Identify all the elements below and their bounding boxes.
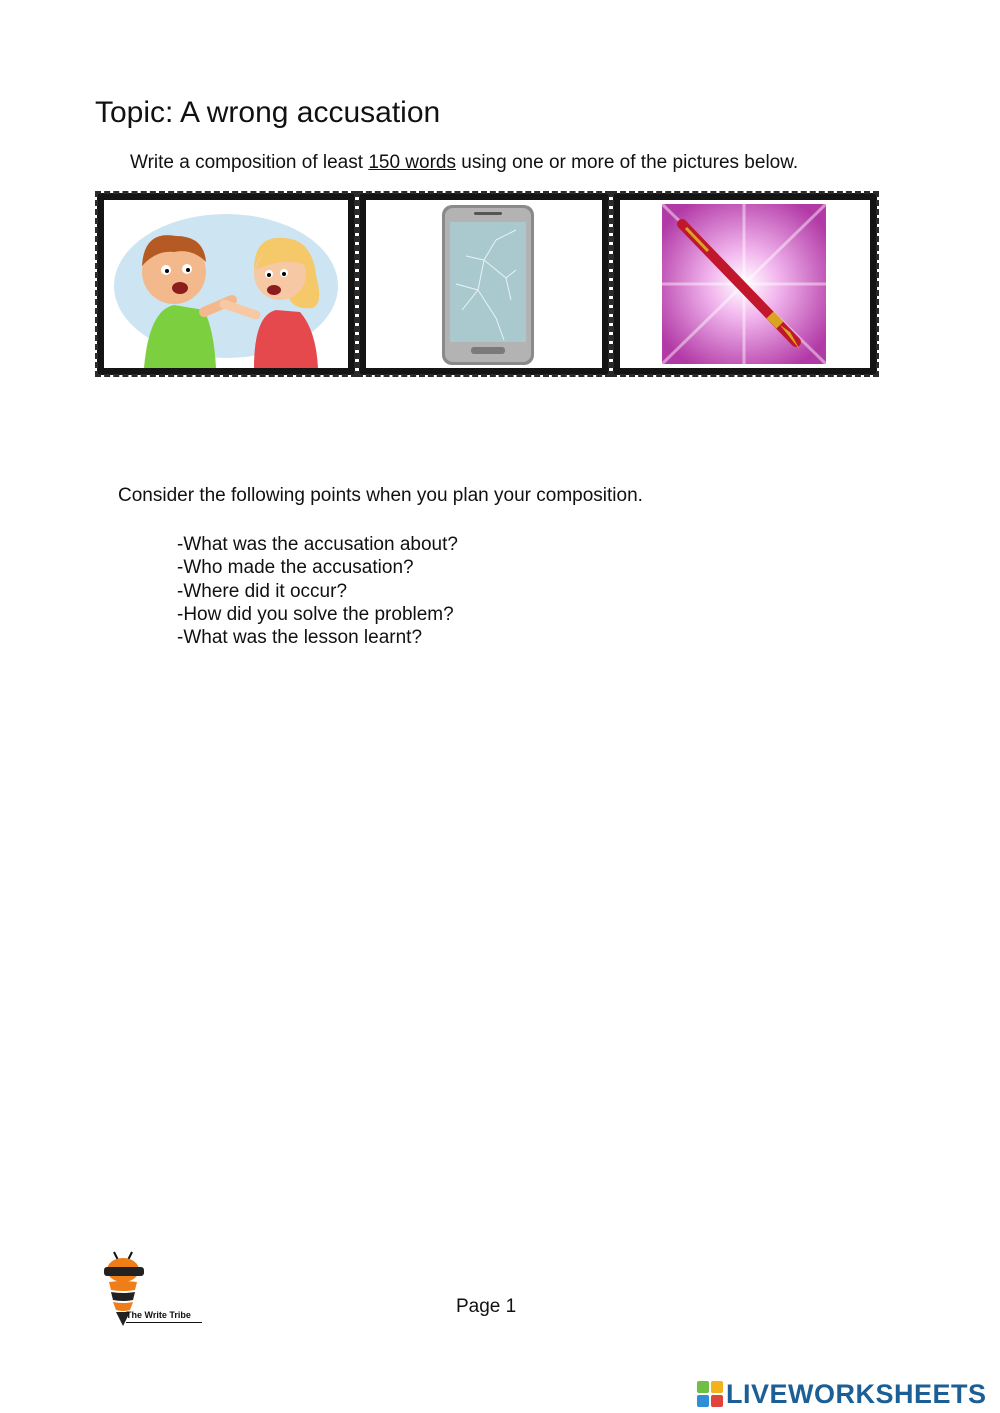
instruction-text (130, 152, 798, 174)
list-item: -How did you solve the problem? (177, 603, 454, 625)
fountain-pen-icon (620, 200, 870, 368)
brand-mark-icon (697, 1381, 723, 1407)
liveworksheets-brand[interactable] (697, 1378, 987, 1410)
list-item: -What was the lesson learnt? (177, 627, 423, 649)
list-item: -Who made the accusation? (177, 557, 414, 579)
page-title: Topic: A wrong accusation (95, 96, 441, 129)
instruction-after: using one or more of the pictures below. (455, 152, 799, 173)
arguing-children-icon (104, 200, 348, 368)
picture-frame-1 (97, 193, 355, 375)
instruction-before: Write a composition of least (130, 152, 369, 173)
planning-points-list (177, 533, 458, 649)
page-number: Page 1 (456, 1296, 517, 1317)
list-item: -What was the accusation about? (177, 534, 458, 555)
picture-frames (97, 193, 877, 383)
picture-frame-3 (613, 193, 877, 375)
brand-name: LIVEWORKSHEETS (726, 1378, 987, 1409)
picture-frame-2 (359, 193, 609, 375)
cracked-phone-icon (366, 200, 602, 368)
consider-heading: Consider the following points when you plan your composition. (118, 485, 643, 506)
word-count-underlined: 150 words (368, 152, 456, 173)
logo-caption: The Write Tribe (126, 1310, 202, 1323)
list-item: -Where did it occur? (177, 580, 348, 602)
